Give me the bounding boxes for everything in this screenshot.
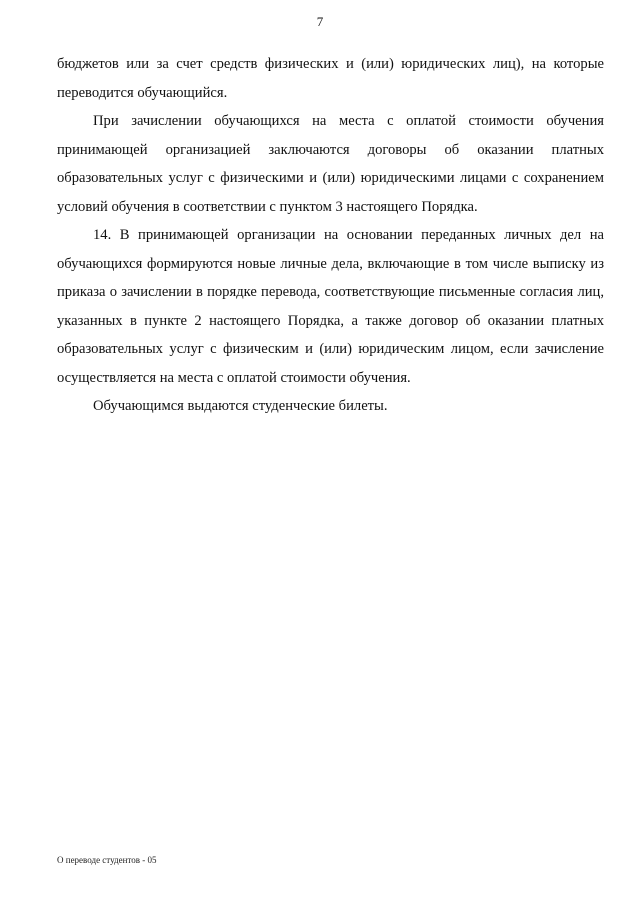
footer-document-label: О переводе студентов - 05 xyxy=(57,855,157,865)
paragraph-enrollment-contracts: При зачислении обучающихся на места с оплатой стоимости обучения принимающей организацией заключаются договоры об оказании платных образовательных услуг с физическими и (или) юридическими лицами с сохранением условий обучения в соответствии с пунктом 3 настоящего Порядка. xyxy=(57,113,604,215)
paragraph-student-ids: Обучающимся выдаются студенческие билеты. xyxy=(93,398,388,414)
paragraph-continuation: бюджетов или за счет средств физических и (или) юридических лиц), на которые переводится обучающийся. xyxy=(57,56,604,101)
page-number: 7 xyxy=(316,14,324,29)
paragraph-item-14: 14. В принимающей организации на основании переданных личных дел на обучающихся формируются новые личные дела, включающие в том числе выписку из приказа о зачислении в порядке перевода, соответствующие письменные согласия лиц, указанных в пункте 2 настоящего Порядка, а также договор об оказании платных образовательных услуг с физическим и (или) юридическим лицом, если зачисление осуществляется на места с оплатой стоимости обучения. xyxy=(57,227,604,386)
document-body xyxy=(57,50,604,421)
